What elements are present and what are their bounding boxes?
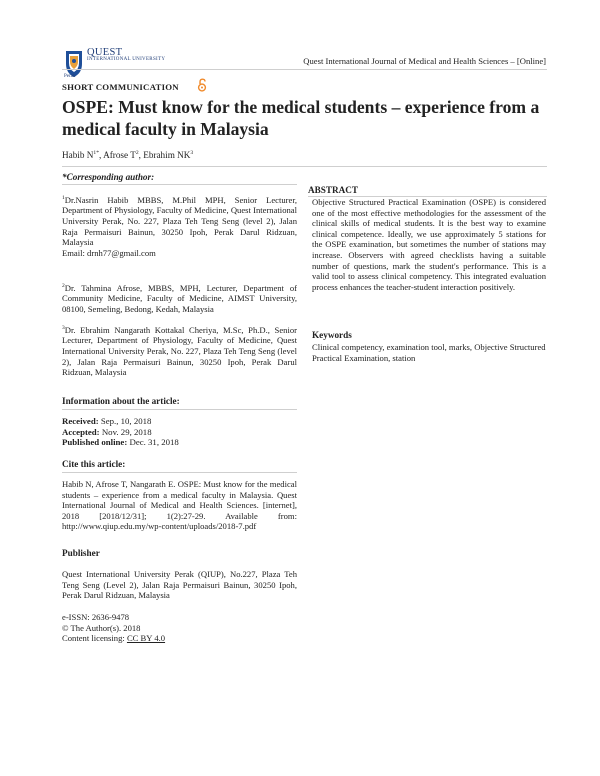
authors-divider bbox=[62, 166, 547, 167]
received-row bbox=[62, 416, 297, 427]
corresponding-author-label: *Corresponding author: bbox=[62, 172, 155, 182]
publication-meta bbox=[62, 612, 297, 644]
author-list: Habib $N^{1*}$, Afrose $T^2$, Ebrahim $NK^3$ bbox=[62, 150, 194, 161]
licensing-row bbox=[62, 633, 297, 644]
licensing-label: Content licensing: bbox=[62, 633, 125, 644]
logo-name: QUEST bbox=[87, 47, 123, 58]
journal-name: Quest International Journal of Medical and Health Sciences – [Online] bbox=[303, 56, 546, 66]
logo-subtitle: INTERNATIONAL UNIVERSITY bbox=[87, 57, 166, 62]
publisher-text: Quest International University Perak (QIUP), No.227, Plaza Teh Teng Seng (Level 2), Jalan Raja Permaisuri Bainun, 30250 Ipoh, Perak Darul Ridzuan, Malaysia bbox=[62, 569, 297, 601]
author-sup: 2 bbox=[135, 150, 139, 156]
received-label: Received: bbox=[62, 416, 99, 426]
affiliation-2 bbox=[62, 281, 297, 315]
affiliation-sup: 1 bbox=[62, 195, 65, 201]
keywords-heading: Keywords bbox=[312, 330, 352, 340]
published-date: Dec. 31, 2018 bbox=[129, 437, 179, 448]
keywords-text: Clinical competency, examination tool, marks, Objective Structured Practical Examination, station bbox=[312, 342, 546, 363]
corresponding-email[interactable]: Email: drnh77@gmail.com bbox=[62, 247, 156, 258]
affiliation-3 bbox=[62, 323, 297, 378]
accepted-label: Accepted: bbox=[62, 426, 100, 437]
corresponding-divider bbox=[62, 184, 297, 185]
copyright: © The Author(s). 2018 bbox=[62, 622, 141, 633]
article-info-heading: Information about the article: bbox=[62, 396, 180, 406]
affiliation-1 bbox=[62, 193, 297, 258]
affiliation-text: Dr. Ebrahim Nangarath Kottakal Cheriya, M.Sc, Ph.D., Senior Lecturer, Department of Physiology, Faculty of Medicine, Quest International University Perak, No. 227, Plaza Teh Teng Seng (level 2), Jalan Raja Permaisuri Bainun, 30250 Ipoh, Perak Darul Ridzuan, Malaysia bbox=[62, 324, 297, 378]
article-info-divider bbox=[62, 409, 297, 410]
header-divider bbox=[62, 69, 547, 70]
corresponding-mark: * bbox=[96, 150, 99, 156]
logo-wordmark bbox=[87, 49, 165, 63]
cite-divider bbox=[62, 472, 297, 473]
abstract-heading: ABSTRACT bbox=[308, 185, 359, 195]
author-name: Ebrahim NK bbox=[143, 150, 191, 161]
article-title: OSPE: Must know for the medical students – experience from a medical faculty in Malaysia bbox=[62, 97, 540, 139]
article-type: SHORT COMMUNICATION bbox=[62, 82, 179, 92]
accepted-date: Nov. 29, 2018 bbox=[101, 426, 152, 437]
received-date: Sep., 10, 2018 bbox=[100, 416, 152, 426]
license-link[interactable]: CC BY 4.0 bbox=[126, 633, 166, 644]
cite-heading: Cite this article: bbox=[62, 459, 126, 469]
publisher-heading: Publisher bbox=[62, 548, 100, 558]
published-label: Published online: bbox=[62, 437, 128, 448]
affiliation-sup: 3 bbox=[62, 325, 65, 331]
abstract-text: Objective Structured Practical Examination (OSPE) is considered one of the most effective methodologies for the assessment of the clinical skills of medical students. It is the best way to examine clinical competence. Ideally, we use approximately 5 stations for the OSPE examination, but sometimes the number of stations may increase. Observers with agreed checklists having a suitable number of questions, mark the student's performance. This is a valid tool to assess clinical competency. This integrated evaluation process enhances the teacher-student interaction positively. bbox=[312, 197, 546, 292]
affiliation-sup: 2 bbox=[62, 283, 65, 289]
affiliation-text: Dr. Tahmina Afrose, MBBS, MPH, Lecturer, Department of Community Medicine, Faculty of Medicine, AIMST University, 08100, Semeling, Bedong, Kedah, Malaysia bbox=[62, 282, 297, 315]
published-row bbox=[62, 437, 297, 448]
eissn: e-ISSN: 2636-9478 bbox=[62, 612, 130, 622]
logo-perak: Perak bbox=[64, 74, 76, 79]
author-name: Habib N bbox=[62, 150, 94, 161]
open-access-icon bbox=[197, 78, 207, 92]
author-sup: 1 bbox=[93, 150, 97, 156]
article-dates bbox=[62, 416, 297, 448]
author-sup: 3 bbox=[190, 150, 194, 156]
affiliation-text: Dr.Nasrin Habib MBBS, M.Phil MPH, Senior Lecturer, Department of Physiology, Faculty of Medicine, Quest International University Perak, No. 227, Plaza Teh Teng Seng (level 2), Jalan Raja Permaisuri Bainun, 30250 Ipoh, Perak Darul Ridzuan, Malaysia bbox=[62, 194, 297, 248]
accepted-row bbox=[62, 427, 297, 438]
citation-text: Habib N, Afrose T, Nangarath E. OSPE: Must know for the medical students – experience from a medical faculty in Malaysia. Quest International Journal of Medical and Health Sciences. [internet], 2018 [2018/12/31]; 1(2):27-29. Available from: http://www.qiup.edu.my/wp-content/uploads/2018-7.pdf bbox=[62, 479, 297, 532]
author-name: Afrose T bbox=[103, 150, 136, 161]
